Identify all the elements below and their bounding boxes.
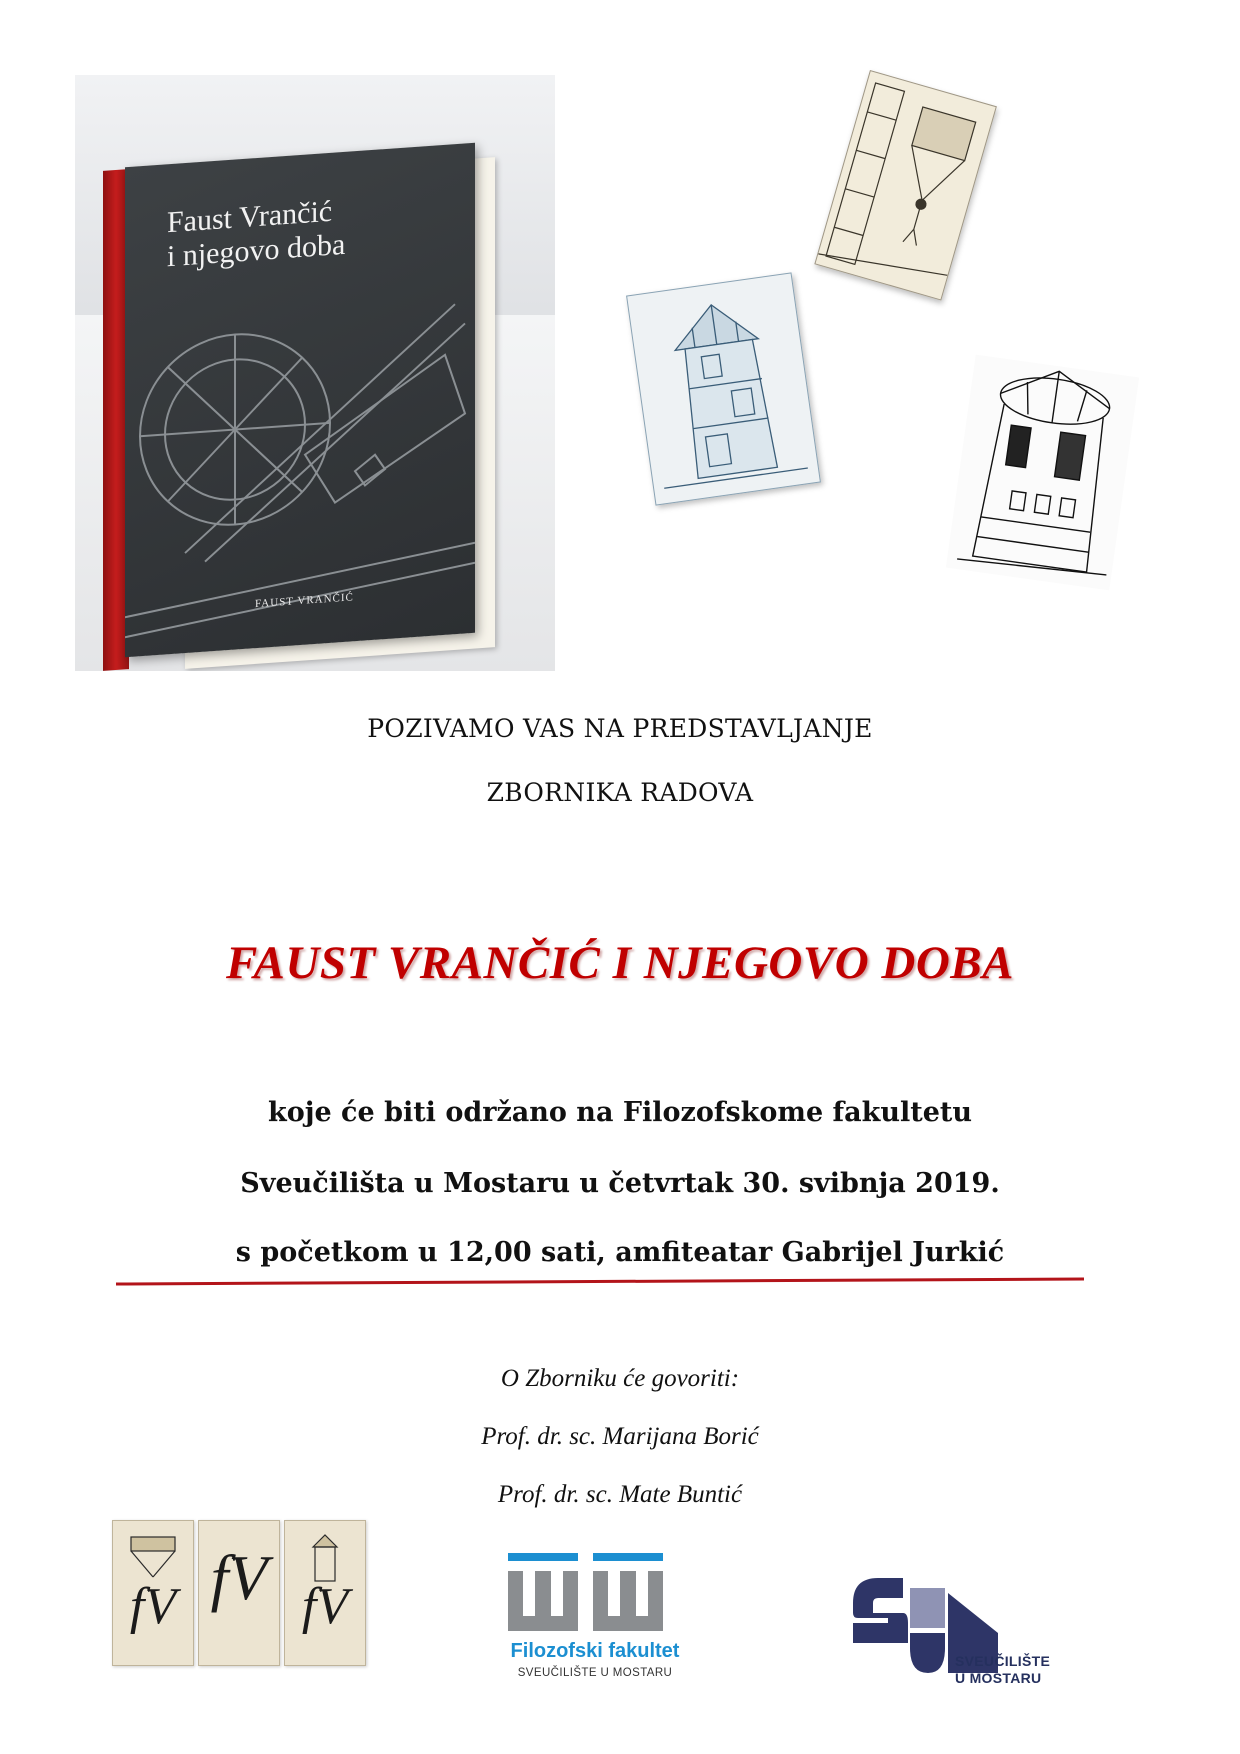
university-name-line1: SVEUČILIŠTE [955, 1653, 1051, 1669]
parachute-engraving [814, 70, 997, 301]
event-details-line2: Sveučilišta u Mostaru u četvrtak 30. svibnja 2019. [240, 1168, 1000, 1199]
red-divider [116, 1277, 1084, 1285]
series-cover-thumbnail [198, 1520, 280, 1666]
university-name-line2: U MOSTARU [955, 1670, 1042, 1686]
series-cover-thumbnail [112, 1520, 194, 1666]
event-title: FAUST VRANČIĆ I NJEGOVO DOBA [226, 937, 1014, 989]
book-cover-title-line1: Faust Vrančić [167, 194, 333, 240]
faculty-name: Filozofski fakultet [510, 1640, 680, 1662]
speaker-name: Prof. dr. sc. Marijana Borić [481, 1423, 759, 1450]
event-details-line3: s početkom u 12,00 sati, amfiteatar Gabrijel Jurkić [235, 1237, 1005, 1268]
windmill-engraving-bw-art [946, 355, 1139, 591]
windmill-engraving-blue [626, 272, 821, 505]
book-cover-title [167, 194, 345, 274]
windmill-icon [295, 1533, 355, 1583]
book-cover [125, 143, 475, 657]
windmill-engraving-bw [946, 355, 1139, 591]
book-cover-logo: FAUST VRANČIĆ [255, 591, 354, 611]
parachute-icon [123, 1533, 183, 1583]
series-cover-thumbnail [284, 1520, 366, 1666]
parachute-engraving-art [816, 71, 996, 299]
invitation-heading-line2: ZBORNIKA RADOVA [486, 778, 754, 807]
faculty-subtitle: SVEUČILIŠTE U MOSTARU [517, 1667, 673, 1679]
speakers-intro: O Zborniku će govoriti: [500, 1365, 740, 1392]
speaker-name: Prof. dr. sc. Mate Buntić [497, 1481, 743, 1508]
invitation-heading-line1: POZIVAMO VAS NA PREDSTAVLJANJE [367, 714, 873, 743]
windmill-engraving-blue-art [627, 274, 820, 505]
fv-monogram-icon: fV [210, 1542, 268, 1613]
faculty-logo-icon [468, 1553, 718, 1683]
fv-monogram-icon: fV [129, 1578, 177, 1635]
fv-monogram-icon: fV [301, 1578, 349, 1635]
book-cover-title-line2: i njegovo doba [167, 227, 346, 274]
book-photo [75, 75, 555, 671]
event-details-line1: koje će biti održano na Filozofskome fakultetu [267, 1097, 973, 1128]
